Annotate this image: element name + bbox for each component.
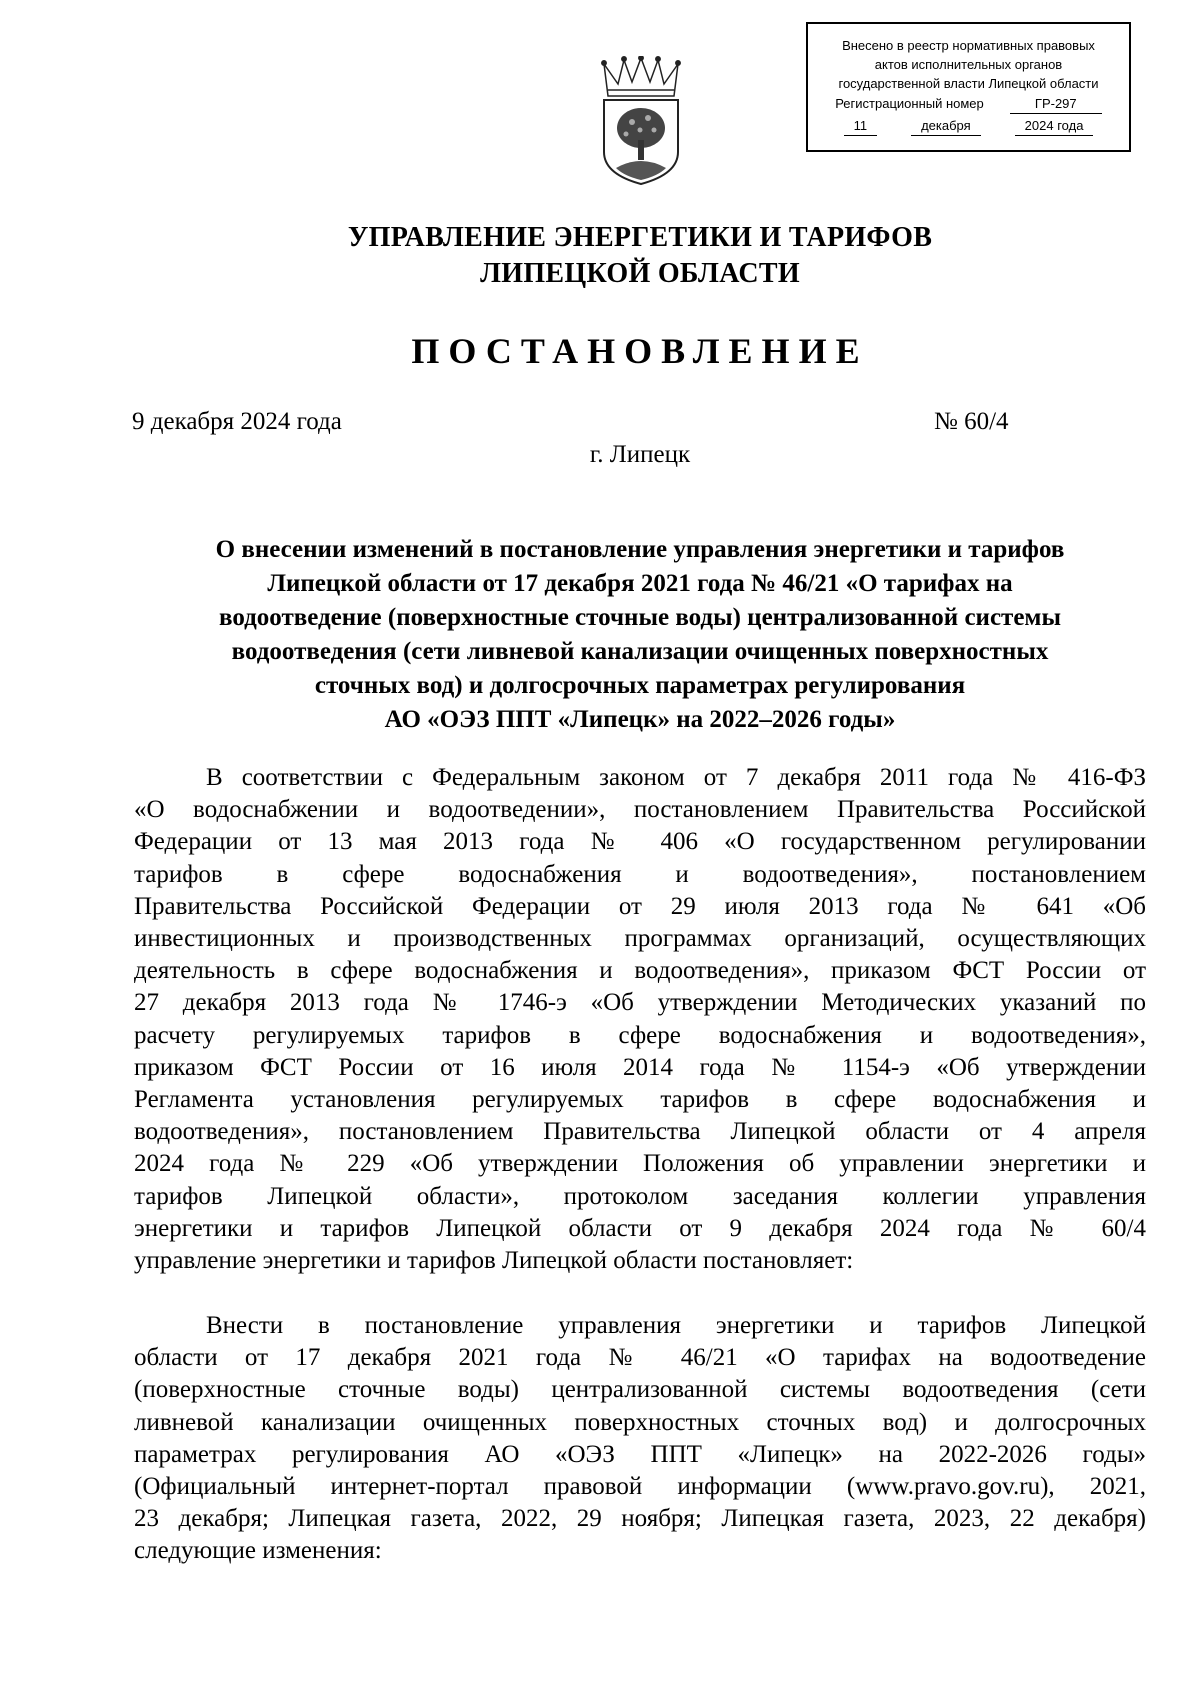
stamp-line: актов исполнительных органов <box>874 57 1063 72</box>
organization-name-line1: УПРАВЛЕНИЕ ЭНЕРГЕТИКИ И ТАРИФОВ <box>347 222 933 253</box>
title-line: водоотведения (сети ливневой канализации очищенных поверхностных <box>231 638 1049 665</box>
paragraph-line: (Официальный интернет-портал правовой информации (www.pravo.gov.ru), 2021, <box>134 1473 1146 1501</box>
paragraph-line: Правительства Российской Федерации от 29 июля 2013 года № 641 «Об <box>134 892 1146 920</box>
paragraph-line: расчету регулируемых тарифов в сфере водоснабжения и водоотведения», <box>134 1021 1146 1049</box>
paragraph-line: Регламента установления регулируемых тарифов в сфере водоснабжения и <box>134 1086 1146 1114</box>
paragraph-line: Федерации от 13 мая 2013 года № 406 «О государственном регулировании <box>134 828 1146 856</box>
title-line: водоотведение (поверхностные сточные воды) централизованной системы <box>219 604 1061 631</box>
paragraph-line: водоотведения», постановлением Правительства Липецкой области от 4 апреля <box>134 1118 1146 1146</box>
stamp-day: 11 <box>844 116 878 136</box>
paragraph-line: инвестиционных и производственных программах организаций, осуществляющих <box>134 925 1146 953</box>
title-line: О внесении изменений в постановление управления энергетики и тарифов <box>215 536 1065 563</box>
document-date: 9 декабря 2024 года <box>132 408 342 435</box>
title-line: сточных вод) и долгосрочных параметрах регулирования <box>314 672 966 699</box>
paragraph-line: тарифов в сфере водоснабжения и водоотведения», постановлением <box>134 860 1146 888</box>
paragraph-line: (поверхностные сточные воды) централизованной системы водоотведения (сети <box>134 1376 1146 1404</box>
paragraph-line: «О водоснабжении и водоотведении», постановлением Правительства Российской <box>134 796 1146 824</box>
paragraph-line: деятельность в сфере водоснабжения и водоотведения», приказом ФСТ России от <box>134 957 1146 985</box>
organization-name-line2: ЛИПЕЦКОЙ ОБЛАСТИ <box>480 258 800 289</box>
stamp-year: 2024 года <box>1015 116 1094 136</box>
registry-stamp <box>806 22 1131 152</box>
paragraph-line: 27 декабря 2013 года № 1746-э «Об утверждении Методических указаний по <box>134 989 1146 1017</box>
paragraph-line: 2024 года № 229 «Об утверждении Положения об управлении энергетики и <box>134 1150 1146 1178</box>
preamble-paragraph <box>134 762 1146 1277</box>
document-title <box>148 533 1132 737</box>
paragraph-line: В соответствии с Федеральным законом от 7 декабря 2011 года № 416-ФЗ <box>206 764 1146 791</box>
stamp-date-row <box>808 116 1129 136</box>
stamp-line: Внесено в реестр нормативных правовых <box>842 38 1095 53</box>
paragraph-line: Внести в постановление управления энергетики и тарифов Липецкой <box>206 1312 1146 1339</box>
paragraph-line: 23 декабря; Липецкая газета, 2022, 29 ноября; Липецкая газета, 2023, 22 декабря) <box>134 1505 1146 1533</box>
document-type-heading: ПОСТАНОВЛЕНИЕ <box>411 331 869 371</box>
document-city: г. Липецк <box>589 441 691 468</box>
document-number: № 60/4 <box>934 408 1009 435</box>
paragraph-line: области от 17 декабря 2021 года № 46/21 «О тарифах на водоотведение <box>134 1344 1146 1372</box>
stamp-registration-row <box>808 94 1129 114</box>
amendment-paragraph <box>134 1310 1146 1568</box>
lipetsk-coat-of-arms-icon <box>598 56 684 186</box>
paragraph-line: параметрах регулирования АО «ОЭЗ ППТ «Липецк» на 2022-2026 годы» <box>134 1440 1146 1468</box>
paragraph-line: управление энергетики и тарифов Липецкой области постановляет: <box>134 1247 854 1275</box>
stamp-month: декабря <box>911 116 981 136</box>
stamp-reg-label: Регистрационный номер <box>835 96 984 111</box>
stamp-line: государственной власти Липецкой области <box>838 76 1099 91</box>
paragraph-line: следующие изменения: <box>134 1537 382 1565</box>
paragraph-line: ливневой канализации очищенных поверхностных сточных вод) и долгосрочных <box>134 1408 1146 1436</box>
paragraph-line: энергетики и тарифов Липецкой области от 9 декабря 2024 года № 60/4 <box>134 1214 1146 1242</box>
title-line: Липецкой области от 17 декабря 2021 года № 46/21 «О тарифах на <box>267 570 1013 597</box>
title-line: АО «ОЭЗ ППТ «Липецк» на 2022–2026 годы» <box>384 706 896 733</box>
paragraph-line: приказом ФСТ России от 16 июля 2014 года № 1154-э «Об утверждении <box>134 1053 1146 1081</box>
paragraph-line: тарифов Липецкой области», протоколом заседания коллегии управления <box>134 1182 1146 1210</box>
stamp-reg-number: ГР-297 <box>1010 94 1102 114</box>
